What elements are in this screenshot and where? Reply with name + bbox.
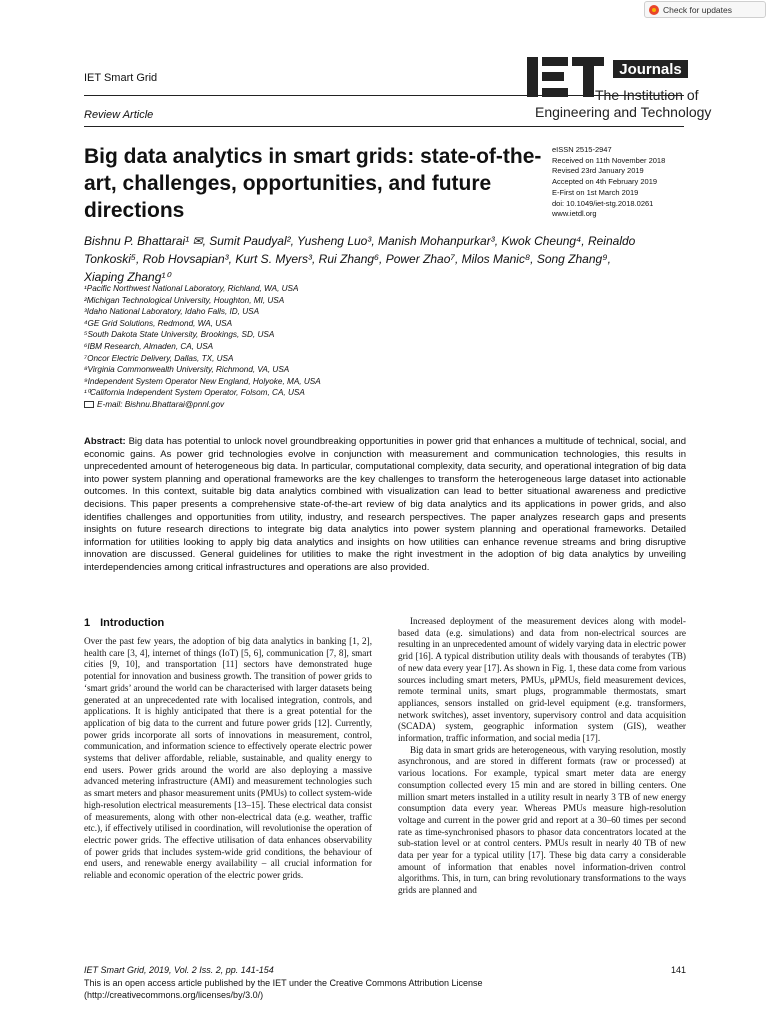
section-number: 1 xyxy=(84,617,91,629)
logo-journals-label: Journals xyxy=(613,60,688,78)
meta-efirst: E-First on 1st March 2019 xyxy=(552,187,639,197)
meta-website[interactable]: www.ietdl.org xyxy=(552,209,597,219)
affiliation-item: ⁸Virginia Commonwealth University, Richmond, VA, USA xyxy=(84,365,290,375)
affiliation-item: ⁷Oncor Electric Delivery, Dallas, TX, USA xyxy=(84,353,234,363)
affiliation-item: ¹Pacific Northwest National Laboratory, Richland, WA, USA xyxy=(84,284,299,293)
author-list xyxy=(84,232,694,286)
body-column-left xyxy=(84,636,372,882)
iet-journals-logo xyxy=(527,57,712,123)
logo-institution-line1: The Institution of xyxy=(595,87,699,103)
affiliation-item: ⁹Independent System Operator New England, Holyoke, MA, USA xyxy=(84,376,321,386)
affiliation-list xyxy=(84,283,694,411)
article-title: Big data analytics in smart grids: state-of-the-art, challenges, opportunities, and future directions xyxy=(84,145,542,222)
page-footer xyxy=(84,964,686,1002)
paragraph: Big data in smart grids are heterogeneous, with varying resolution, mostly asynchronous, and are stored in different formats (raw or processed) at various locations. For example, typical smart meter data are energy consumption collected every 15 min and are stored in billing centers. One million smart meters installed in a utility result in nearly 3 TB of new energy consumption data every year. Whereas PMUs measure high-resolution voltage and current in the power grid and report at a 30–60 times per second rate as time-synchronised phasors to phasor data concentrators located at the sub-station level or at control centers. PMUs result in nearly 40 TB of new data per year for a typical utility [17]. These big data carry a considerable amount of information that enables novel information-driven control algorithms. This, in turn, can bring revolutionary transformations to the ways grids are planned and xyxy=(398,744,686,896)
article-meta xyxy=(552,145,692,220)
authors-line-1: Bishnu P. Bhattarai¹ ✉, Sumit Paudyal², Yusheng Luo³, Manish Mohanpurkar³, Kwok Cheung⁴, Reinaldo xyxy=(84,234,636,248)
meta-issn: eISSN 2515-2947 xyxy=(552,145,612,154)
authors-line-3: Xiaping Zhang¹⁰ xyxy=(84,270,171,284)
abstract-text: Big data has potential to unlock novel groundbreaking opportunities in power grid that enhances a multitude of technical, social, and economic gains. As power grid technologies evolve in conjunction with measurement and communication technologies, this results in unprecedented amount of heterogeneous big data. In particular, computational complexity, data security, and operational integration of big data into power system planning and operational frameworks are the key challenges to transform the heterogeneous large dataset into actionable outcomes. In this context, suitable big data analytics combined with visualization can lead to better situational awareness and predictive decisions. This paper presents a comprehensive state-of-the-art review of big data analytics and its applications in power grids, and also identifies challenges and opportunities from utility, industry, and research perspectives. The paper analyzes research gaps and presents insights on future research directions to integrate big data analytics into power system planning and operational frameworks. Detailed information for utilities looking to apply big data analytics and insights on how utilities can enhance revenue streams and bring disruptive innovation are discussed. General guidelines for utilities to make the right investment in the adoption of big data analytics by unveiling interdependencies among critical infrastructures and operations are also provided. xyxy=(84,436,686,573)
check-for-updates-button[interactable] xyxy=(644,1,766,18)
page-number: 141 xyxy=(670,965,686,975)
meta-received: Received on 11th November 2018 xyxy=(552,155,666,165)
check-for-updates-label: Check for updates xyxy=(663,4,732,15)
paragraph: Over the past few years, the adoption of big data analytics in banking [1, 2], health care [3, 4], internet of things (IoT) [5, 6], communication [7, 8], smart cities [9, 10], and transportation [11] sectors have demonstrated huge potential for innovation and business growth. The transition of power grids to ‘smart grids’ around the world can be characterised with larger datasets being generated at an unprecedented rate with localised integration, controls, and applications. It is highly anticipated that there is a great potential for the application of big data to the current and future power grids [12]. Currently, power grids incorporate all sorts of innovations in measurement, control, communication, and information science to effectively operate electric power systems that deliver affordable, reliable, sustainable, and quality energy to end users. Power grids around the world are also deploying a massive advanced metering infrastructure (AMI) and measurement technologies such as smart meters and phasor measurement units (PMUs) to collect system-wide high-resolution electrical measurements [13–15]. These electrical data consist of measurements, along with other non-electrical data (e.g. weather, traffic etc.), if effectively utilised in coordination, will revolutionise the operation of electric power grids. The effective utilisation of data enhances observability of power grids that includes system-wide grid conditions, the behaviour of end users, and renewable energy availability – all crucial information for reliable and economic operation of the electric power grids. xyxy=(84,636,372,881)
meta-revised: Revised 23rd January 2019 xyxy=(552,166,644,176)
footer-citation: IET Smart Grid, 2019, Vol. 2 Iss. 2, pp. 141-154 xyxy=(84,965,274,975)
logo-institution-line2: Engineering and Technology xyxy=(535,104,712,120)
body-column-right xyxy=(398,616,686,897)
affiliation-item: ⁵South Dakota State University, Brookings, SD, USA xyxy=(84,330,275,340)
crossmark-icon xyxy=(649,5,659,15)
paragraph: Increased deployment of the measurement devices along with model-based data (e.g. simulations) and data from non-electrical sources are resulting in an unprecedented amount of widely varying data in electric power grid [16]. A typical distribution utility deals with thousands of terabytes (TB) of new data every year [17]. As shown in Fig. 1, these data come from various sources including smart meters, PMUs, μPMUs, field measurement devices, remote terminal units, smart plugs, programmable thermostats, smart appliances, sensors installed on grid-level equipment (e.g. transformers, network switches), asset inventory, supervisory control and data acquisition (SCADA) system, geographic information system (GIS), weather information, traffic information, and social media [17]. xyxy=(398,616,686,744)
abstract-label: Abstract: xyxy=(84,436,126,447)
affiliation-item: ⁶IBM Research, Almaden, CA, USA xyxy=(84,341,214,351)
meta-accepted: Accepted on 4th February 2019 xyxy=(552,177,658,187)
affiliation-item: ³Idaho National Laboratory, Idaho Falls, ID, USA xyxy=(84,307,260,317)
article-type: Review Article xyxy=(84,109,154,121)
footer-license-line1: This is an open access article published by the IET under the Creative Commons Attribution License xyxy=(84,977,483,988)
corresponding-email xyxy=(84,399,694,411)
email-text[interactable]: E-mail: Bishnu.Bhattarai@pnnl.gov xyxy=(97,399,225,409)
section-title: Introduction xyxy=(100,617,165,629)
footer-license-line2[interactable]: (http://creativecommons.org/licenses/by/3.0/) xyxy=(84,990,264,1001)
header-rule-bottom xyxy=(84,126,684,127)
section-heading xyxy=(84,617,174,629)
abstract xyxy=(84,436,686,575)
affiliation-item: ⁴GE Grid Solutions, Redmond, WA, USA xyxy=(84,318,233,328)
affiliation-item: ²Michigan Technological University, Houghton, MI, USA xyxy=(84,295,285,305)
envelope-icon xyxy=(84,401,94,408)
meta-doi[interactable]: doi: 10.1049/iet-stg.2018.0261 xyxy=(552,198,654,208)
authors-line-2: Tonkoski⁵, Rob Hovsapian³, Kurt S. Myers³, Rui Zhang⁶, Power Zhao⁷, Milos Manic⁸, Song Zhang⁹, xyxy=(84,252,611,266)
affiliation-item: ¹⁰California Independent System Operator, Folsom, CA, USA xyxy=(84,388,305,398)
journal-name: IET Smart Grid xyxy=(84,72,158,84)
